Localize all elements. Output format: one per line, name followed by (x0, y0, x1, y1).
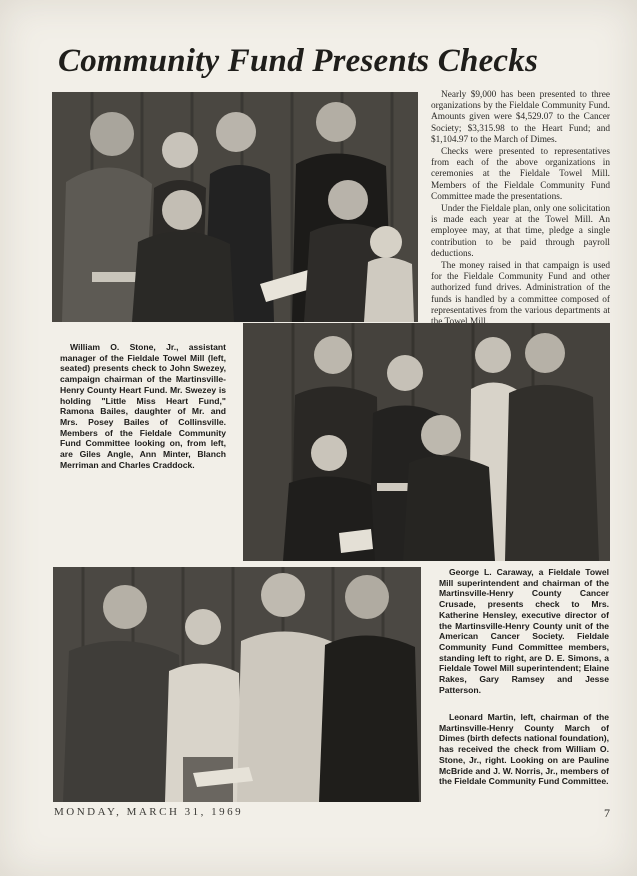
caption-text: William O. Stone, Jr., assistant manager of the Fieldale Towel Mill (left, seated) presents check to John Swezey, campaign chairman of the Martinsville-Henry County Heart Fund. Mr. Swezey is holding "Little Miss Heart Fund," Ramona Bailes, daughter of Mr. and Mrs. Posey Bailes of Collinsville. Members of the Fieldale Community Fund Committee looking on, from left, are Giles Angle, Ann Minter, Blanch Merriman and Charles Craddock. (60, 342, 226, 470)
photo-cancer-crusade-presentation (243, 323, 610, 561)
article-paragraph: Nearly $9,000 has been presented to three organizations by the Fieldale Community Fund. Amounts given were $4,529.07 to the Cancer Society; $3,315.98 to the Heart Fund; and $1,104.97 to the March of Dimes. (431, 90, 610, 145)
page-number: 7 (604, 806, 610, 820)
footer-date: MONDAY, MARCH 31, 1969 (54, 806, 244, 818)
photo-heart-fund-presentation (52, 92, 418, 322)
page-title: Community Fund Presents Checks (58, 43, 539, 79)
article-body (431, 90, 610, 329)
article-paragraph: Checks were presented to representatives from each of the above organizations in ceremonies at the Fieldale Towel Mill. Members of the Fieldale Community Fund Committee made the presentations. (431, 147, 610, 202)
caption-text: George L. Caraway, a Fieldale Towel Mill superintendent and chairman of the Martinsville-Henry County Cancer Crusade, presents check to Mrs. Katherine Hensley, executive director of the Martinsville-Henry County unit of the American Cancer Society. Fieldale Community Fund Committee members, standing left to right, are D. E. Simons, a Fieldale Towel Mill superintendent; Elaine Rakes, Gary Ramsey and Jesse Patterson. (439, 567, 609, 695)
caption-text: Leonard Martin, left, chairman of the Martinsville-Henry County March of Dimes (birth defects national foundation), has received the check from William O. Stone, Jr., right. Looking on are Pauline McBride and J. W. Norris, Jr., members of the Fieldale Community Fund Committee. (439, 712, 609, 787)
article-paragraph: Under the Fieldale plan, only one solicitation is made each year at the Towel Mill. An employee may, at that time, pledge a single contribution to be paid through payroll deductions. (431, 204, 610, 259)
article-paragraph: The money raised in that campaign is used for the Fieldale Community Fund and other authorized fund drives. Administration of the funds is handled by a committee composed of representatives from the various departments at (431, 261, 610, 316)
caption-heart-fund (60, 342, 226, 470)
caption-march-of-dimes (439, 712, 609, 787)
caption-cancer-crusade (439, 567, 609, 695)
photo-march-of-dimes-presentation (53, 567, 421, 802)
